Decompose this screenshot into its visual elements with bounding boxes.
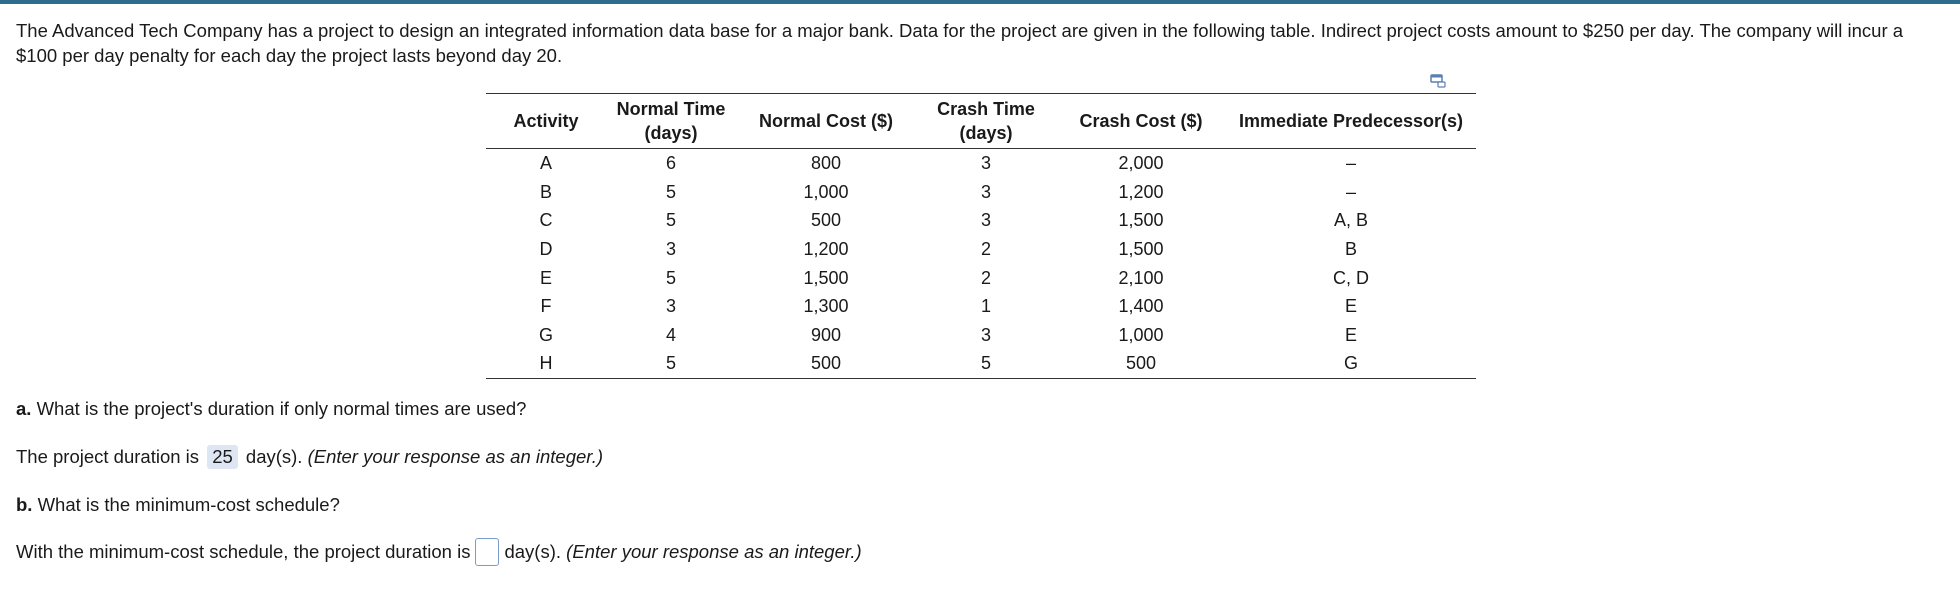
cell-crash-cost: 1,200	[1118, 181, 1164, 202]
cell-crash-time: 1	[980, 296, 991, 317]
project-data-table	[486, 93, 1476, 379]
cell-predecessors: B	[1344, 239, 1357, 260]
table-row	[486, 263, 1476, 292]
part-b-answer-suffix: day(s).	[504, 541, 562, 562]
part-b-answer-prefix: With the minimum-cost schedule, the project duration is	[16, 541, 471, 562]
cell-normal-time: 5	[665, 267, 676, 288]
header-crash-cost: Crash Cost ($)	[1056, 94, 1226, 149]
table-row	[486, 321, 1476, 350]
cell-normal-time: 5	[665, 210, 676, 231]
part-b-question-text: What is the minimum-cost schedule?	[37, 494, 340, 515]
part-b-label: b.	[16, 494, 33, 515]
header-predecessors: Immediate Predecessor(s)	[1226, 94, 1476, 149]
cell-crash-cost: 2,000	[1118, 153, 1164, 174]
cell-normal-time: 5	[606, 349, 736, 378]
part-a-answer-prefix: The project duration is	[16, 446, 200, 467]
cell-activity: D	[539, 239, 553, 260]
cell-crash-time: 3	[980, 181, 991, 202]
cell-predecessors: E	[1344, 296, 1357, 317]
table-row	[486, 292, 1476, 321]
cell-crash-cost: 500	[1056, 349, 1226, 378]
cell-predecessors: G	[1226, 349, 1476, 378]
table-header-row	[486, 94, 1476, 149]
header-normal-cost: Normal Cost ($)	[736, 94, 916, 149]
cell-normal-cost: 1,200	[803, 239, 849, 260]
cell-crash-time: 3	[980, 324, 991, 345]
cell-normal-time: 3	[665, 239, 676, 260]
part-b-answer-line	[16, 540, 862, 566]
table-row	[486, 149, 1476, 178]
cell-normal-cost: 900	[810, 324, 842, 345]
cell-activity: H	[486, 349, 606, 378]
cell-predecessors: –	[1345, 153, 1356, 174]
problem-intro: The Advanced Tech Company has a project to design an integrated information data base for a major bank. Data for the project are given in the following table. Indirect project costs amount to $250 per day. The company will incur a $100 per day penalty for each day the project lasts beyond day 20.	[16, 20, 1904, 66]
cell-normal-cost: 1,300	[803, 296, 849, 317]
cell-predecessors: C, D	[1333, 267, 1369, 288]
cell-crash-cost: 1,500	[1118, 210, 1164, 231]
data-table-container	[486, 93, 1476, 379]
part-a-question	[16, 397, 526, 421]
cell-normal-time: 4	[665, 324, 676, 345]
header-crash-time: Crash Time (days)	[916, 94, 1056, 149]
cell-normal-cost: 500	[810, 210, 842, 231]
header-activity: Activity	[486, 94, 606, 149]
cell-crash-cost: 2,100	[1118, 267, 1164, 288]
part-b-hint: (Enter your response as an integer.)	[566, 541, 862, 562]
cell-activity: C	[539, 210, 553, 231]
part-b-question	[16, 493, 340, 517]
cell-normal-time: 5	[665, 181, 676, 202]
cell-normal-time: 6	[665, 153, 676, 174]
copy-table-icon[interactable]	[1430, 74, 1446, 88]
table-row	[486, 178, 1476, 207]
cell-activity: G	[538, 324, 553, 345]
cell-crash-time: 3	[980, 210, 991, 231]
cell-normal-cost: 1,000	[803, 181, 849, 202]
table-row	[486, 206, 1476, 235]
cell-crash-time: 5	[916, 349, 1056, 378]
header-normal-time: Normal Time (days)	[606, 94, 736, 149]
cell-crash-cost: 1,500	[1118, 239, 1164, 260]
table-body	[486, 149, 1476, 379]
table-row	[486, 235, 1476, 264]
top-accent-bar	[0, 0, 1960, 4]
cell-crash-time: 2	[980, 239, 991, 260]
cell-activity: E	[539, 267, 552, 288]
cell-crash-time: 3	[980, 153, 991, 174]
cell-crash-time: 2	[980, 267, 991, 288]
cell-crash-cost: 1,000	[1118, 324, 1164, 345]
cell-normal-time: 3	[665, 296, 676, 317]
part-a-answer-line	[16, 445, 603, 469]
cell-activity: F	[540, 296, 552, 317]
cell-activity: A	[539, 153, 552, 174]
cell-normal-cost: 800	[810, 153, 842, 174]
part-a-answer-suffix: day(s).	[245, 446, 303, 467]
part-a-answer-field[interactable]: 25	[207, 445, 238, 469]
cell-predecessors: E	[1344, 324, 1357, 345]
part-b-answer-input[interactable]	[475, 538, 499, 566]
cell-predecessors: A, B	[1333, 210, 1368, 231]
cell-crash-cost: 1,400	[1118, 296, 1164, 317]
part-a-hint: (Enter your response as an integer.)	[307, 446, 604, 467]
table-row	[486, 349, 1476, 378]
cell-normal-cost: 500	[736, 349, 916, 378]
cell-normal-cost: 1,500	[803, 267, 849, 288]
cell-predecessors: –	[1345, 181, 1356, 202]
part-a-question-text: What is the project's duration if only normal times are used?	[36, 398, 527, 419]
cell-activity: B	[539, 181, 552, 202]
part-a-label: a.	[16, 398, 32, 419]
